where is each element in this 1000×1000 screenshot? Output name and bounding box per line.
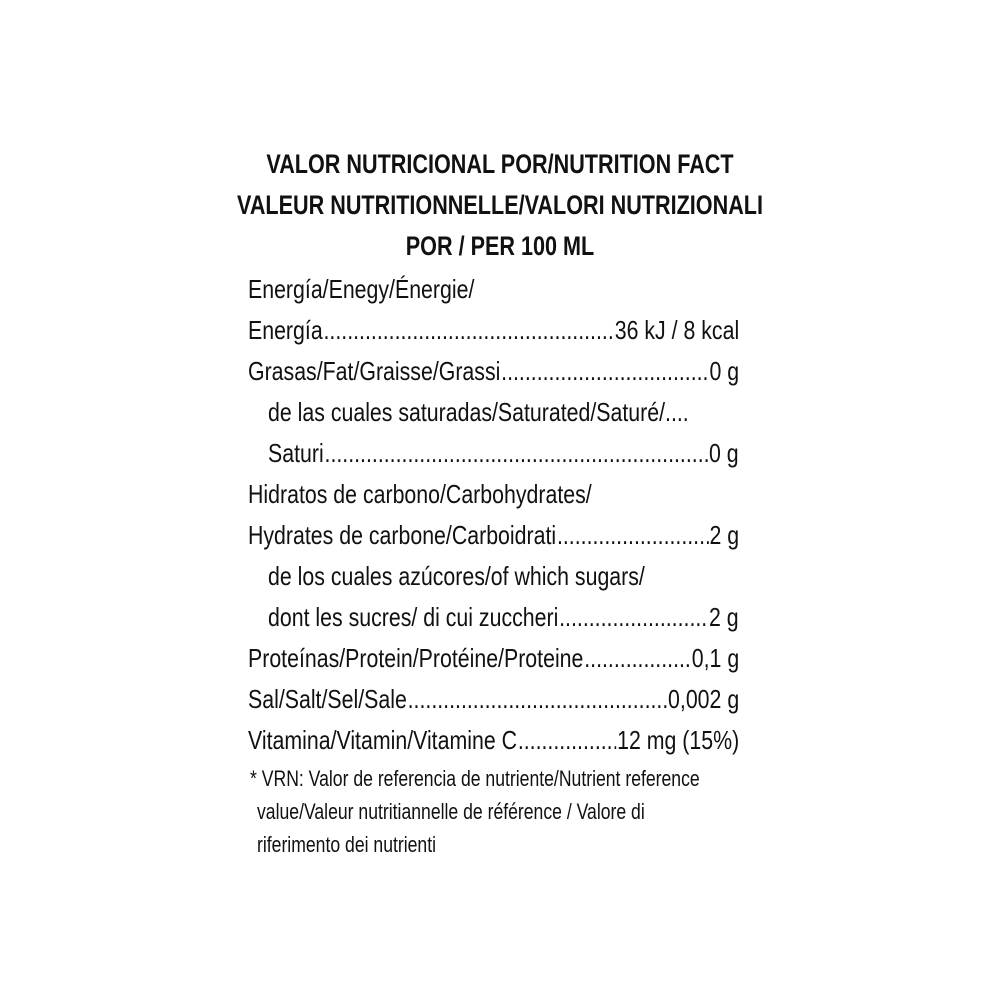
leader-dots — [518, 723, 616, 757]
salt-value: 0,002 g — [668, 684, 740, 714]
fat-row — [248, 354, 739, 388]
saturated-row — [268, 436, 739, 470]
energy-label: Energía — [248, 315, 323, 345]
vitamin-row — [248, 723, 739, 757]
leader-dots — [408, 682, 668, 716]
footnote-line-3: riferimento dei nutrienti — [257, 832, 437, 857]
carbs-header: Hidratos de carbono/Carbohydrates/ — [248, 479, 592, 509]
vitamin-value: 12 mg (15%) — [617, 725, 740, 755]
footnote-line-2: value/Valeur nutritiannelle de référence / Valore di — [257, 799, 645, 824]
footnote-line-1: * VRN: Valor de referencia de nutriente/Nutrient reference — [250, 766, 700, 791]
sugars-label: dont les sucres/ di cui zuccheri — [268, 602, 559, 632]
saturated-header: de las cuales saturadas/Saturated/Saturé/.... — [268, 397, 689, 427]
carbs-row — [248, 518, 739, 552]
leader-dots — [584, 641, 691, 675]
fat-value: 0 g — [709, 356, 740, 386]
protein-row — [248, 641, 739, 675]
leader-dots — [559, 600, 708, 634]
carbs-value: 2 g — [709, 520, 740, 550]
saturated-label: Saturi — [268, 438, 324, 468]
fat-label: Grasas/Fat/Graisse/Grassi — [248, 356, 501, 386]
title-line-1: VALOR NUTRICIONAL POR/NUTRITION FACT — [266, 149, 734, 179]
protein-value: 0,1 g — [691, 643, 740, 673]
leader-dots — [557, 518, 709, 552]
leader-dots — [324, 313, 614, 347]
carbs-label: Hydrates de carbone/Carboidrati — [248, 520, 557, 550]
vitamin-label: Vitamina/Vitamin/Vitamine C — [248, 725, 517, 755]
leader-dots — [325, 436, 709, 470]
salt-row — [248, 682, 739, 716]
salt-label: Sal/Salt/Sel/Sale — [248, 684, 407, 714]
protein-label: Proteínas/Protein/Protéine/Proteine — [248, 643, 584, 673]
energy-row — [248, 313, 739, 347]
sugars-header: de los cuales azúcores/of which sugars/ — [268, 561, 645, 591]
sugars-row — [268, 600, 739, 634]
sugars-value: 2 g — [709, 602, 739, 632]
energy-value: 36 kJ / 8 kcal — [614, 315, 740, 345]
title-line-3: POR / PER 100 ML — [405, 231, 595, 261]
energy-header: Energía/Enegy/Énergie/ — [248, 274, 475, 304]
saturated-value: 0 g — [709, 438, 739, 468]
leader-dots — [501, 354, 709, 388]
title-line-2: VALEUR NUTRITIONNELLE/VALORI NUTRIZIONALI — [237, 190, 763, 220]
